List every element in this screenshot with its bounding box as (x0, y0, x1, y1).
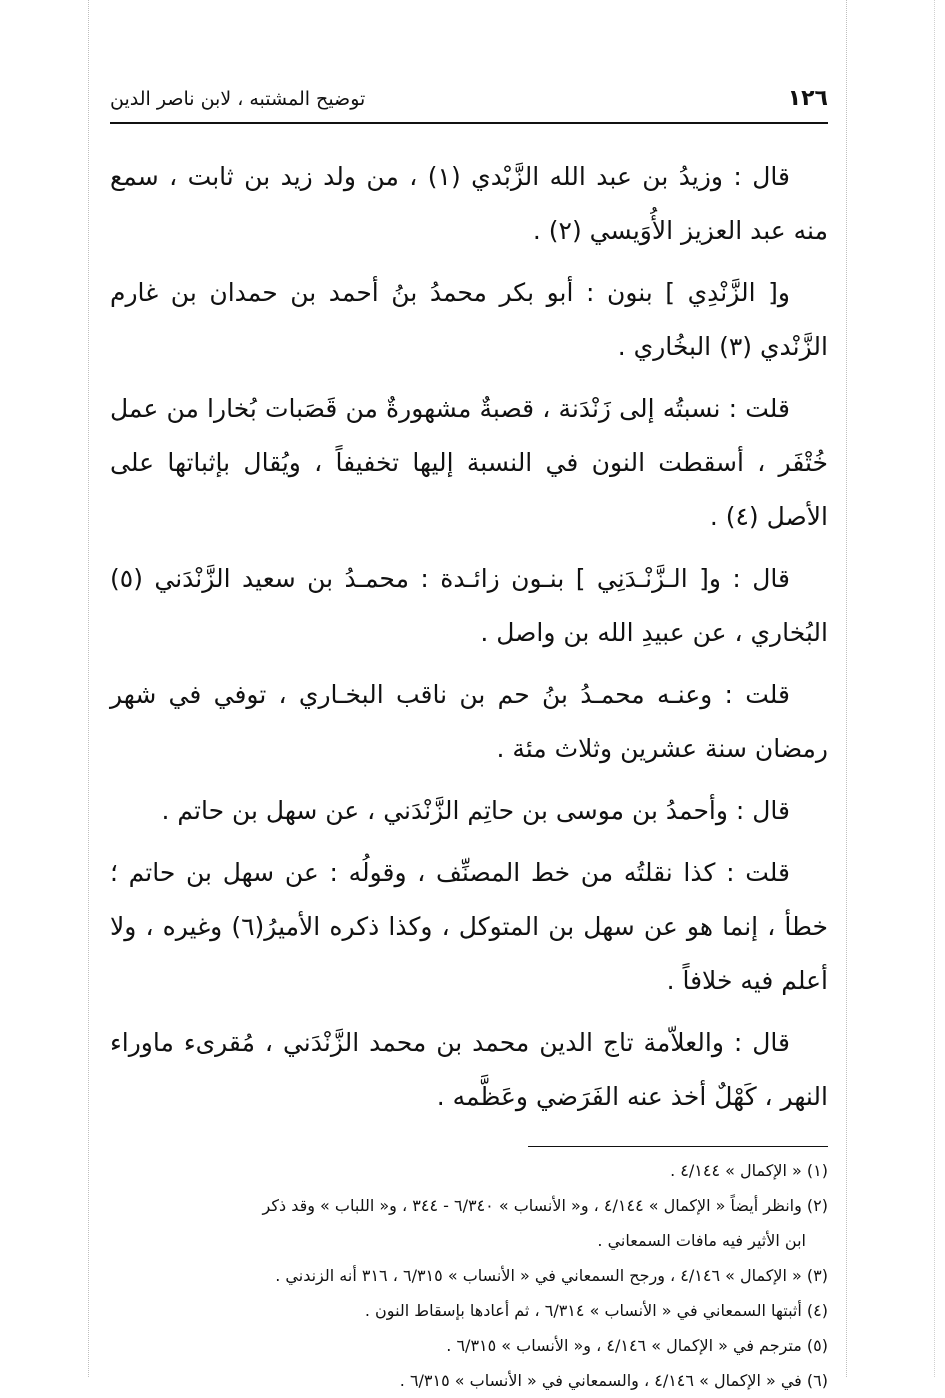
footnotes (110, 1153, 828, 1398)
footnote-6: (٦) في « الإكمال » ٤/١٤٦ ، والسمعاني في « الأنساب » ٦/٣١٥ . (399, 1371, 828, 1390)
paragraph-4: قال : و[ الـزَّنْـدَنِي ] بنـون زائـدة : محمـدُ بن سعيد الزَّنْدَني (٥) البُخاري ، عن عبيدِ الله بن واصل . (110, 564, 828, 647)
scan-edge-right (846, 0, 847, 1377)
paragraph-7: قلت : كذا نقلتُه من خط المصنِّف ، وقولُه : عن سهل بن حاتم ؛ خطأ ، إنما هو عن سهل بن المتوكل ، وكذا ذكره الأميرُ(٦) وغيره ، ولا أعلم فيه خلافاً . (110, 858, 828, 995)
footnote-2-continuation: ابن الأثير فيه مافات السمعاني . (597, 1231, 806, 1250)
page-number: ١٢٦ (787, 86, 828, 111)
running-title: توضيح المشتبه ، لابن ناصر الدين (110, 88, 366, 110)
footnote-separator (528, 1146, 828, 1147)
footnote-3: (٣) « الإكمال » ٤/١٤٦ ، ورجح السمعاني في « الأنساب » ٦/٣١٥ ، ٣١٦ أنه الزندني . (275, 1266, 828, 1285)
paragraph-2: و[ الزَّنْدِي ] بنون : أبو بكر محمدُ بنُ أحمد بن حمدان بن غارم الزَّنْدي (٣) البخُاري . (110, 278, 828, 361)
footnote-5: (٥) مترجم في « الإكمال » ٤/١٤٦ ، و« الأنساب » ٦/٣١٥ . (446, 1336, 828, 1355)
paragraph-1: قال : وزيدُ بن عبد الله الزَّبْدي (١) ، من ولد زيد بن ثابت ، سمع منه عبد العزيز الأُوَيسي (٢) . (110, 162, 828, 245)
paragraph-8: قال : والعلاّمة تاج الدين محمد بن محمد الزَّنْدَني ، مُقرىء ماوراء النهر ، كَهْلٌ أخذ عنه الفَرَضي وعَظَّمه . (110, 1028, 828, 1111)
footnote-2: (٢) وانظر أيضاً « الإكمال » ٤/١٤٤ ، و« الأنساب » ٦/٣٤٠ - ٣٤٤ ، و« اللباب » وقد ذكر (262, 1196, 828, 1215)
scan-edge-far-right (934, 0, 935, 1377)
paragraph-5: قلت : وعنـه محمـدُ بنُ حم بن ناقب البخـاري ، توفي في شهر رمضان سنة عشرين وثلاث مئة . (110, 680, 828, 763)
footnote-1: (١) « الإكمال » ٤/١٤٤ . (670, 1161, 828, 1180)
document-page (110, 78, 828, 1398)
running-header (110, 78, 828, 124)
footnote-4: (٤) أثبتها السمعاني في « الأنساب » ٦/٣١٤ ، ثم أعادها بإسقاط النون . (364, 1301, 828, 1320)
body-text (110, 150, 828, 1124)
paragraph-3: قلت : نسبتُه إلى زَنْدَنة ، قصبةٌ مشهورةٌ من قَصَبات بُخارا من عمل خُتْفَر ، أسقطت النون في النسبة إليها تخفيفاً ، ويُقال بإثباتها على الأصل (٤) . (110, 394, 828, 531)
paragraph-6: قال : وأحمدُ بن موسى بن حاتِم الزَّنْدَني ، عن سهل بن حاتم . (161, 796, 790, 825)
scan-edge-left (88, 0, 89, 1377)
